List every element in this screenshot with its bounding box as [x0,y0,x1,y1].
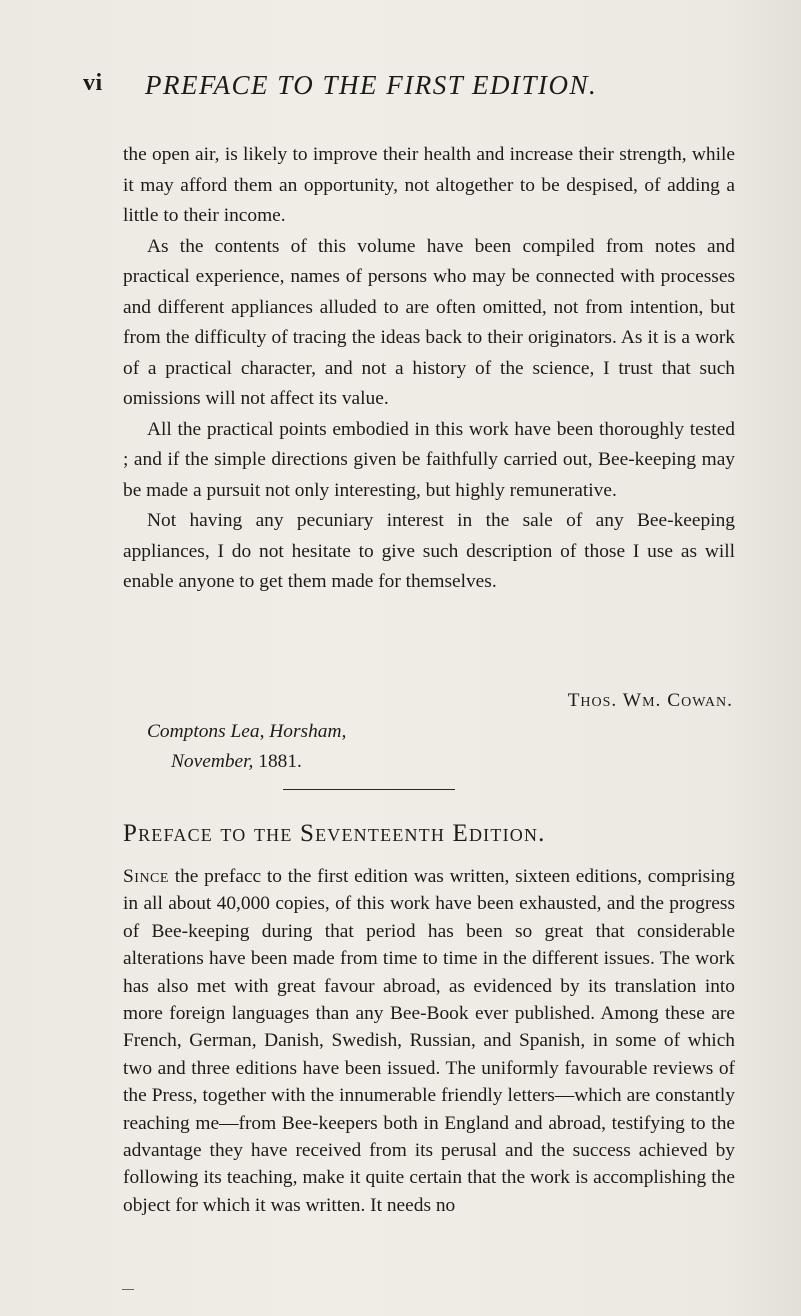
paragraph-text: the prefacc to the first edition was written, sixteen editions, comprising in all about 40,000 copies, of this work have been exhausted, and the progress of Bee-keeping during that period has been so great that considerable alterations have been made from time to time in the different issues. The work has also met with great favour abroad, as evidenced by its translation into more foreign languages than any Bee-Book ever published. Among these are French, German, Danish, Swedish, Russian, and Spanish, in some of which two and three editions have been issued. The uniformly favourable reviews of the Press, together with the innumerable friendly letters—which are constantly reaching me—from Bee-keepers both in England and abroad, testifying to the advantage they have received from its perusal and the success achieved by following its teaching, make it quite certain that the work is accomplishing the object for which it was written. It needs no [123,866,735,1216]
signature-month: November, [171,751,254,772]
paragraph: All the practical points embodied in this work have been thoroughly tested ; and if the simple directions given be faithfully carried out, Bee-keeping may be made a pursuit not only interesting, but highly remunerative. [123,418,735,501]
author-signature: Thos. Wm. Cowan. [567,690,733,711]
seventeenth-preface-body [123,863,735,1219]
signature-block [123,686,735,778]
section-heading: Preface to the Seventeenth Edition. [123,820,546,847]
signature-date [123,747,735,778]
paragraph: As the contents of this volume have been compiled from notes and practical experience, names of persons who may be connected with processes and different appliances alluded to are often omitted, not from intention, but from the difficulty of tracing the ideas back to their originators. As it is a work of a practical character, and not a history of the science, I trust that such omissions will not affect its value. [123,235,735,409]
page-number: vi [83,70,103,96]
running-title: PREFACE TO THE FIRST EDITION. [145,70,598,100]
lead-word: Since [123,866,169,887]
signature-year: 1881. [258,751,302,772]
paragraph [123,863,735,1219]
section-divider [283,789,455,790]
paragraph: Not having any pecuniary interest in the sale of any Bee-keeping appliances, I do not hesitate to give such description of those I use as will enable anyone to get them made for themselves. [123,510,735,592]
paragraph: the open air, is likely to improve their health and increase their strength, while it may afford them an opportunity, not altogether to be despised, of adding a little to their income. [123,144,735,226]
printer-mark [122,1289,134,1290]
signature-place: Comptons Lea, Horsham, [147,720,347,742]
first-preface-body [123,140,735,598]
